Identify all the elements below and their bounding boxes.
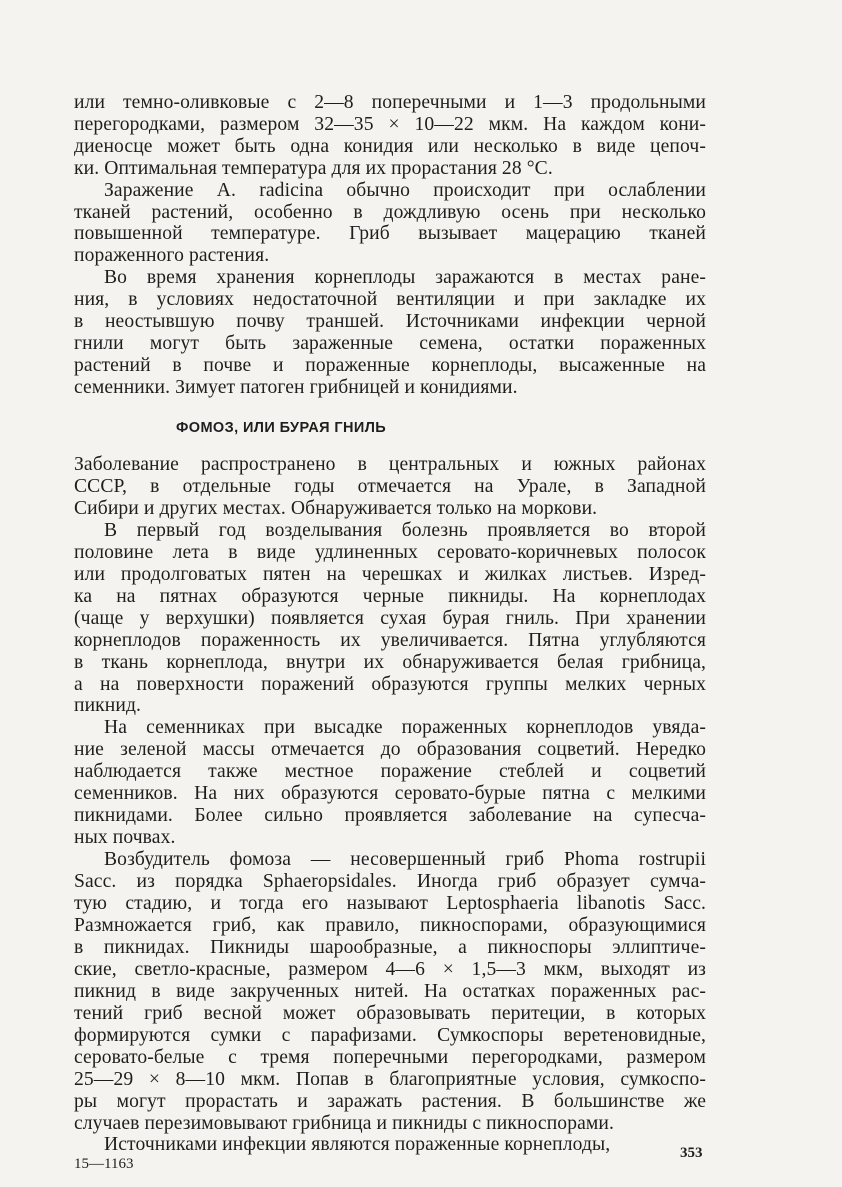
text-line: в ткань корнеплода, внутри их обнаруживается белая грибница, <box>74 651 706 673</box>
printer-signature: 15—1163 <box>74 1156 134 1172</box>
text-line: диеносце может быть одна конидия или несколько в виде цепоч- <box>74 135 706 157</box>
text-line: Сибири и других местах. Обнаруживается только на моркови. <box>74 497 598 519</box>
text-line: тую стадию, и тогда его называют Leptosphaeria libanotis Sacc. <box>74 893 706 914</box>
text-line: СССР, в отдельные годы отмечается на Урале, в Западной <box>74 475 706 497</box>
section-heading: ФОМОЗ, ИЛИ БУРАЯ ГНИЛЬ <box>176 420 387 436</box>
text-line: наблюдается также местное поражение стеблей и соцветий <box>74 761 706 783</box>
text-line: корнеплодов пораженность их увеличивается. Пятна углубляются <box>74 629 706 651</box>
text-line: Во время хранения корнеплоды заражаются в местах ране- <box>104 267 706 289</box>
text-line: или темно-оливковые с 2—8 поперечными и 1—3 продольными <box>74 92 706 113</box>
text-line: ние зеленой массы отмечается до образования соцветий. Нередко <box>74 739 706 761</box>
text-line: ка на пятнах образуются черные пикниды. На корнеплодах <box>74 585 706 607</box>
text-line: ские, светло-красные, размером 4—6 × 1,5—3 мкм, выходят из <box>74 958 706 980</box>
text-line: а на поверхности поражений образуются группы мелких черных <box>74 673 706 695</box>
text-line: ных почвах. <box>74 827 176 849</box>
text-line: Источниками инфекции являются пораженные корнеплоды, <box>104 1134 611 1156</box>
text-line: Заражение A. radicina обычно происходит при ослаблении <box>104 179 706 201</box>
text-line: пикнидами. Более сильно проявляется заболевание на супесча- <box>74 805 706 827</box>
text-line: гнили могут быть зараженные семена, остатки пораженных <box>74 332 706 354</box>
text-line: половине лета в виде удлиненных серовато-коричневых полосок <box>74 541 706 563</box>
text-line: формируются сумки с парафизами. Сумкоспоры веретеновидные, <box>74 1024 706 1046</box>
text-line: Sacc. из порядка Sphaeropsidales. Иногда гриб образует сумча- <box>74 871 706 893</box>
text-line: пикнид в виде закрученных нитей. На остатках пораженных рас- <box>74 980 706 1002</box>
text-line: в пикнидах. Пикниды шарообразные, а пикноспоры эллиптиче- <box>74 936 706 958</box>
text-line: Возбудитель фомоза — несовершенный гриб Phoma rostrupii <box>104 849 706 871</box>
text-line: В первый год возделывания болезнь проявляется во второй <box>104 519 706 541</box>
text-line: повышенной температуре. Гриб вызывает мацерацию тканей <box>74 223 706 245</box>
text-line: тканей растений, особенно в дождливую осень при несколько <box>74 201 706 223</box>
text-line: ки. Оптимальная температура для их прорастания 28 °С. <box>74 157 553 179</box>
text-line: перегородками, размером 32—35 × 10—22 мкм. На каждом кони- <box>74 113 706 135</box>
text-line: пораженного растения. <box>74 245 270 267</box>
text-line: семенники. Зимует патоген грибницей и конидиями. <box>74 376 518 398</box>
text-line: ния, в условиях недостаточной вентиляции и при закладке их <box>74 289 706 311</box>
text-line: На семенниках при высадке пораженных корнеплодов увяда- <box>104 717 706 739</box>
text-line: растений в почве и пораженные корнеплоды, высаженные на <box>74 354 706 376</box>
text-line: в неостывшую почву траншей. Источниками инфекции черной <box>74 311 706 332</box>
text-line: серовато-белые с тремя поперечными перегородками, размером <box>74 1046 706 1068</box>
text-line: (чаще у верхушки) появляется сухая бурая гниль. При хранении <box>74 607 706 629</box>
page-number: 353 <box>680 1145 703 1161</box>
text-line: Заболевание распространено в центральных и южных районах <box>74 454 706 475</box>
text-line: ры могут прорастать и заражать растения. В большинстве же <box>74 1090 706 1112</box>
text-line: 25—29 × 8—10 мкм. Попав в благоприятные условия, сумкоспо- <box>74 1068 706 1090</box>
text-line: случаев перезимовывают грибница и пикниды с пикноспорами. <box>74 1112 614 1134</box>
text-line: семенников. На них образуются серовато-бурые пятна с мелкими <box>74 783 706 805</box>
text-line: тений гриб весной может образовывать перитеции, в которых <box>74 1002 706 1024</box>
text-line: Размножается гриб, как правило, пикноспорами, образующимися <box>74 914 706 936</box>
text-line: или продолговатых пятен на черешках и жилках листьев. Изред- <box>74 563 706 585</box>
text-line: пикнид. <box>74 695 142 717</box>
